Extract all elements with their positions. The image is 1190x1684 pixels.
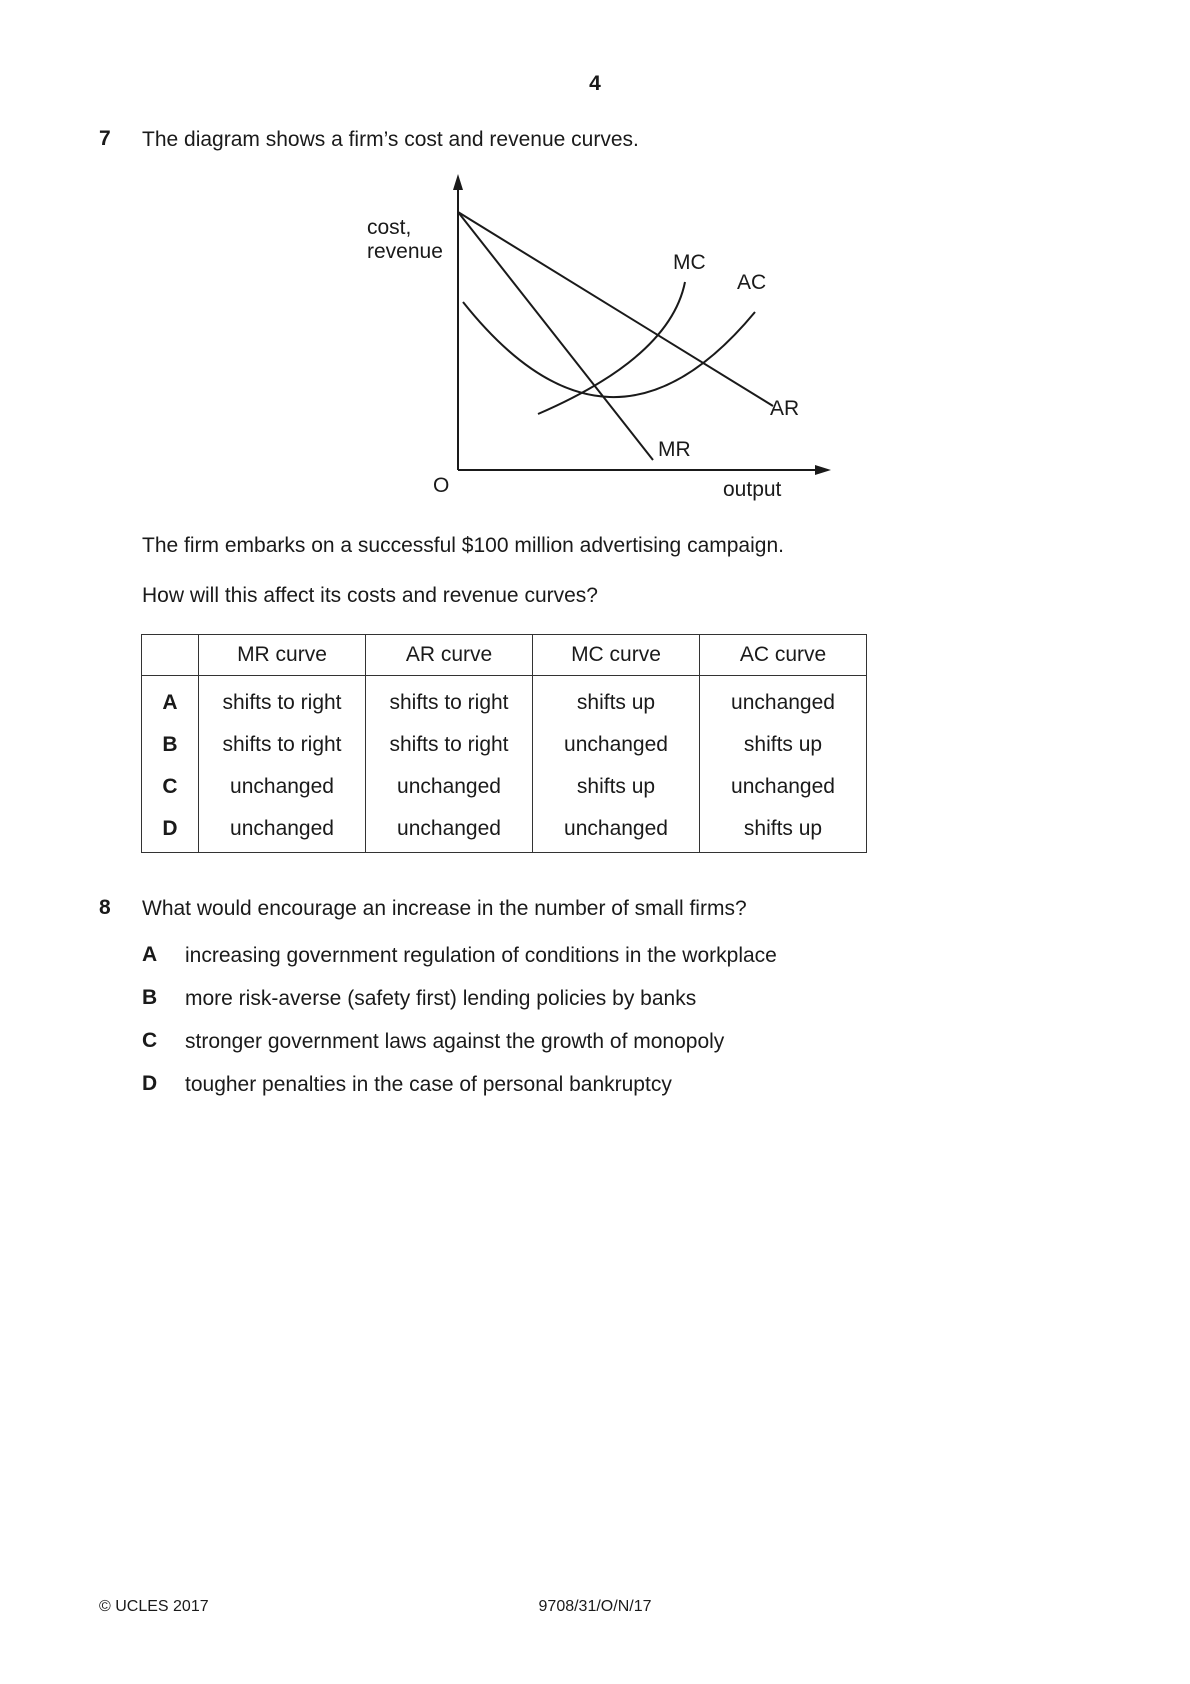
table-cell: shifts to right [366, 724, 533, 766]
table-row-b [142, 724, 867, 766]
table-cell: unchanged [366, 766, 533, 808]
table-cell: shifts up [700, 808, 867, 853]
y-axis-label-line1: cost, [367, 216, 412, 239]
question-8-text: What would encourage an increase in the number of small firms? [142, 897, 747, 920]
question-7-number: 7 [99, 127, 111, 150]
table-cell: unchanged [533, 808, 700, 853]
question-7-statement: The firm embarks on a successful $100 million advertising campaign. [142, 534, 784, 557]
y-axis-arrow [453, 174, 463, 190]
table-row-d [142, 808, 867, 853]
table-row-c [142, 766, 867, 808]
cost-revenue-diagram [355, 172, 835, 512]
ar-label: AR [770, 397, 800, 420]
table-cell: unchanged [366, 808, 533, 853]
table-header-ac: AC curve [700, 635, 867, 676]
answer-table-header-row [142, 635, 867, 676]
table-cell: shifts to right [199, 724, 366, 766]
question-7-prompt: How will this affect its costs and revenue curves? [142, 584, 598, 607]
origin-label: O [433, 474, 450, 497]
table-cell: shifts to right [199, 676, 366, 725]
table-header-blank [142, 635, 199, 676]
option-label: D [142, 808, 199, 853]
option-a-text: increasing government regulation of conditions in the workplace [185, 944, 777, 967]
table-cell: shifts up [533, 766, 700, 808]
answer-table [141, 634, 867, 853]
option-label: C [142, 766, 199, 808]
page-number: 4 [589, 72, 601, 95]
option-c-text: stronger government laws against the growth of monopoly [185, 1030, 725, 1053]
y-axis-label-line2: revenue [367, 240, 443, 263]
question-8-number: 8 [99, 896, 111, 919]
table-cell: unchanged [199, 766, 366, 808]
table-header-mr: MR curve [199, 635, 366, 676]
footer-copyright: © UCLES 2017 [99, 1598, 209, 1615]
option-label: A [142, 676, 199, 725]
x-axis-label: output [723, 478, 782, 501]
mc-label: MC [673, 251, 706, 274]
table-cell: shifts up [700, 724, 867, 766]
option-b-letter: B [142, 986, 158, 1009]
option-label: B [142, 724, 199, 766]
option-b-text: more risk-averse (safety first) lending policies by banks [185, 987, 697, 1010]
table-cell: unchanged [700, 766, 867, 808]
table-cell: shifts to right [366, 676, 533, 725]
ac-label: AC [737, 271, 767, 294]
ac-curve [463, 302, 755, 397]
ar-curve [458, 212, 773, 406]
table-cell: shifts up [533, 676, 700, 725]
mc-curve [538, 282, 685, 414]
table-header-ar: AR curve [366, 635, 533, 676]
option-c-letter: C [142, 1029, 158, 1052]
option-a-letter: A [142, 943, 158, 966]
table-header-mc: MC curve [533, 635, 700, 676]
table-cell: unchanged [533, 724, 700, 766]
table-row-a [142, 676, 867, 725]
option-d-text: tougher penalties in the case of personal bankruptcy [185, 1073, 672, 1096]
table-cell: unchanged [700, 676, 867, 725]
option-d-letter: D [142, 1072, 158, 1095]
mr-curve [458, 212, 653, 460]
table-cell: unchanged [199, 808, 366, 853]
mr-label: MR [658, 438, 691, 461]
question-7-text: The diagram shows a firm’s cost and revenue curves. [142, 128, 639, 151]
footer-code: 9708/31/O/N/17 [538, 1598, 652, 1615]
x-axis-arrow [815, 465, 831, 475]
